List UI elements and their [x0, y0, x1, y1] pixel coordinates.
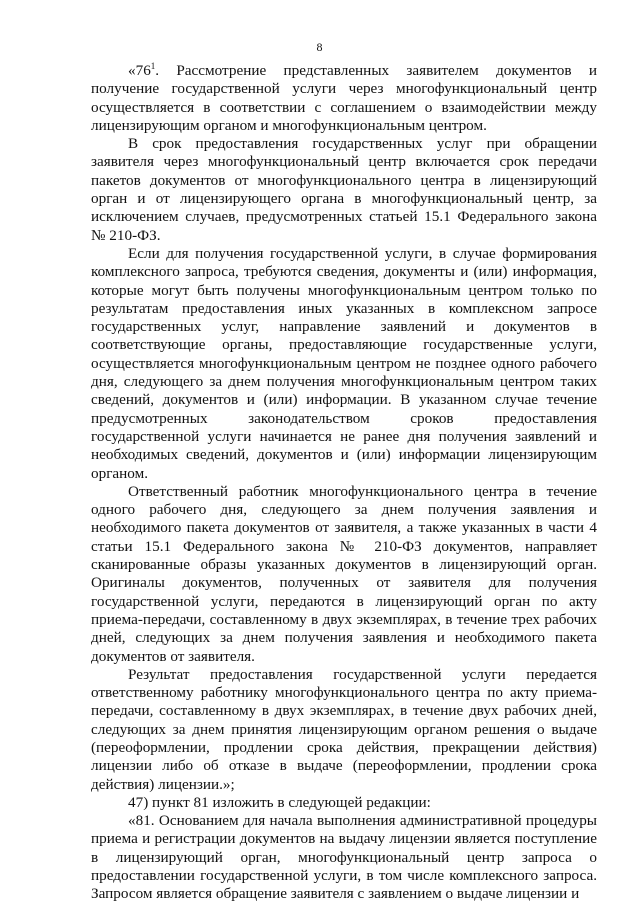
paragraph-81: «81. Основанием для начала выполнения административной процедуры приема и регистрации документов на выдачу лицензии является поступление в лицензирующий орган, многофункциональный центр запроса о предоставлении государственной услуги, в том числе комплексного запроса. Запросом является обращение заявителя с заявлением о выдаче лицензии и	[91, 812, 597, 903]
paragraph-responsible-employee: Ответственный работник многофункционального центра в течение одного рабочего дня, следующего за днем получения заявления и необходимого пакета документов от заявителя, а также указанных в части 4 статьи 15.1 Федерального закона № 210-ФЗ документов, направляет сканированные образы указанных документов в лицензирующий орган. Оригиналы документов, полученных от заявителя для получения государственной услуги, передаются в лицензирующий орган по акту приема-передачи, составленному в двух экземплярах, в течение трех рабочих дней, следующих за днем получения заявления и необходимого пакета документов от заявителя.	[91, 482, 597, 665]
paragraph-result-transfer: Результат предоставления государственной услуги передается ответственному работнику многофункционального центра по акту приема-передачи, составленному в двух экземплярах, в течение двух рабочих дней, следующих за днем принятия лицензирующим органом решения о выдаче (переоформлении, продлении срока действия, прекращении действия) лицензии либо об отказе в выдаче (переоформлении, продлении срока действия) лицензии.»;	[91, 665, 597, 793]
paragraph-number: «76	[128, 62, 151, 79]
superscript-index: 1	[150, 61, 156, 71]
page-number: 8	[316, 40, 323, 54]
paragraph-text: . Рассмотрение представленных заявителем документов и получение государственной услуги через многофункциональный центр осуществляется в соответствии с соглашением о взаимодействии между лицензирующим органом и многофункциональным центром.	[91, 62, 597, 134]
paragraph-mfc-deadline: В срок предоставления государственных услуг при обращении заявителя через многофункциональный центр включается срок передачи пакетов документов от многофункционального центра в лицензирующий орган и от лицензирующего органа в многофункциональный центр, за исключением случаев, предусмотренных статьей 15.1 Федерального закона № 210-ФЗ.	[91, 135, 597, 244]
paragraph-amendment-47: 47) пункт 81 изложить в следующей редакции:	[128, 793, 431, 811]
paragraph-76-1	[91, 62, 597, 135]
document-body	[91, 62, 597, 904]
paragraph-complex-request: Если для получения государственной услуги, в случае формирования комплексного запроса, требуются сведения, документы и (или) информация, которые могут быть получены многофункциональным центром только по результатам предоставления иных указанных в комплексном запросе государственных услуг, направление заявлений и документов в соответствующие органы, предоставляющие государственные услуги, осуществляется многофункциональным центром не позднее одного рабочего дня, следующего за днем получения многофункциональным центром таких сведений, документов и (или) информации. В указанном случае течение предусмотренных законодательством сроков предоставления государственной услуги начинается не ранее дня получения заявлений и необходимых сведений, документов и (или) информации лицензирующим органом.	[91, 244, 597, 482]
